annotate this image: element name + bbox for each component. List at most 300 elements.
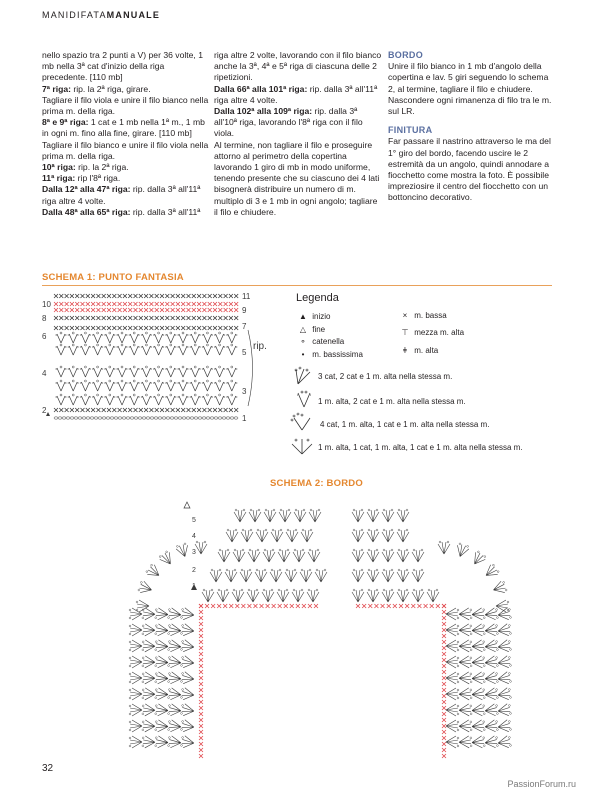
fan-stitch — [142, 640, 155, 652]
bassa-stitch — [197, 316, 201, 320]
bassa-stitch — [199, 706, 203, 710]
bassa-stitch — [442, 634, 446, 638]
bassa-stitch — [436, 604, 440, 608]
chain-stitch — [231, 366, 233, 368]
bassa-stitch — [199, 736, 203, 740]
fan-stitch — [446, 720, 459, 732]
bassa-stitch — [107, 294, 111, 298]
bassa-stitch — [224, 294, 228, 298]
bassa-stitch — [442, 646, 446, 650]
chain-stitch — [138, 417, 142, 419]
fan-stitch — [472, 640, 486, 653]
bassa-stitch — [96, 316, 100, 320]
chain-stitch — [62, 417, 66, 419]
fan-stitch — [470, 550, 487, 567]
bassa-stitch — [155, 294, 159, 298]
bassa-stitch — [70, 294, 74, 298]
fan-stitch — [167, 720, 181, 733]
bassa-stitch — [70, 326, 74, 330]
fan-stitch — [438, 541, 450, 554]
chain-stitch — [142, 417, 146, 419]
bassa-stitch — [362, 604, 366, 608]
bassa-stitch — [112, 326, 116, 330]
bassa-stitch — [229, 302, 233, 306]
fan-stitch — [202, 396, 213, 405]
chain-stitch — [106, 417, 110, 419]
bassa-stitch — [368, 604, 372, 608]
bassa-stitch — [128, 326, 132, 330]
fan-stitch — [167, 656, 181, 669]
legend-label: m. alta — [414, 346, 439, 355]
fan-stitch — [214, 368, 225, 377]
fan-stitch — [497, 719, 511, 733]
fan-stitch — [180, 623, 194, 637]
watermark: PassionForum.ru — [507, 779, 576, 789]
catenella-icon: ⚬ — [299, 337, 307, 346]
fan-stitch — [155, 720, 169, 733]
fan-stitch — [68, 346, 79, 355]
bassa-stitch — [86, 302, 90, 306]
fan-stitch — [459, 704, 472, 716]
legend-label: m. bassa — [414, 311, 447, 320]
fan-stitch — [427, 589, 439, 602]
chain-stitch — [121, 366, 123, 368]
bassa-stitch — [442, 694, 446, 698]
bassa-stitch — [181, 326, 185, 330]
fan-stitch — [382, 569, 394, 582]
chain-stitch — [72, 332, 74, 334]
chain-stitch — [126, 417, 130, 419]
bassa-stitch — [81, 294, 85, 298]
bassa-stitch — [208, 408, 212, 412]
bassa-stitch — [139, 302, 143, 306]
bassa-stitch — [374, 604, 378, 608]
bassa-stitch — [165, 408, 169, 412]
bassa-stitch — [272, 604, 276, 608]
paragraph: Al termine, non tagliare il filo e proseguire attorno al perimetro della copertina lavorando 1 giro di mb in modo uniforme, tenendo presente che su ciascuno dei 4 lati bisognerà distribuire un numero di m. multiplo di 3 e 1 mb in ogni angolo; tagliare il filo e chiudere. — [214, 139, 380, 217]
bassa-stitch — [107, 408, 111, 412]
fan-stitch — [459, 608, 472, 620]
fan-stitch — [92, 368, 103, 377]
fan-stitch — [278, 549, 290, 562]
bassa-stitch — [59, 308, 63, 312]
bassa-stitch — [75, 294, 79, 298]
fan-stitch — [167, 704, 181, 717]
chain-stitch — [109, 380, 111, 382]
chain-stitch — [133, 394, 135, 396]
chain-stitch — [58, 417, 62, 419]
fan-stitch — [264, 509, 276, 522]
bassa-icon: × — [402, 311, 408, 320]
fan-stitch — [68, 334, 79, 343]
fan-stitch — [484, 688, 498, 701]
fan-stitch — [496, 600, 509, 612]
bassa-stitch — [123, 308, 127, 312]
chain-stitch — [102, 417, 106, 419]
chain-stitch — [121, 380, 123, 382]
bassa-stitch — [149, 408, 153, 412]
chain-stitch — [186, 417, 190, 419]
bassa-stitch — [123, 294, 127, 298]
bassa-stitch — [199, 640, 203, 644]
bassa-stitch — [381, 604, 385, 608]
fan-stitch — [180, 735, 194, 749]
bassa-stitch — [224, 408, 228, 412]
row-number: 5 — [242, 348, 247, 357]
chain-stitch — [158, 366, 160, 368]
bassa-stitch — [218, 326, 222, 330]
bassa-stitch — [442, 706, 446, 710]
fan-stitch — [226, 334, 237, 343]
bassa-stitch — [213, 326, 217, 330]
legend-item — [398, 311, 447, 320]
bassa-stitch — [199, 688, 203, 692]
fan-stitch — [226, 368, 237, 377]
paragraph: riga altre 2 volte, lavorando con il filo bianco anche la 3ª, 4ª e 5ª riga di ciascuna delle 2 ripetizioni. — [214, 50, 382, 83]
bassa-stitch — [86, 294, 90, 298]
bassa-stitch — [181, 294, 185, 298]
bassa-stitch — [197, 408, 201, 412]
chain-stitch — [198, 417, 202, 419]
bassa-stitch — [118, 408, 122, 412]
bassa-stitch — [134, 294, 138, 298]
bassa-stitch — [160, 294, 164, 298]
fan-stitch — [262, 589, 274, 602]
fan-stitch — [178, 334, 189, 343]
row-label: 11ª riga: — [42, 173, 76, 184]
fan-stitch — [165, 334, 176, 343]
bassa-stitch — [192, 408, 196, 412]
fan-stitch — [397, 569, 409, 582]
fan-stitch — [308, 549, 320, 562]
fan-stitch — [104, 368, 115, 377]
fan-stitch — [68, 382, 79, 391]
bassa-stitch — [224, 316, 228, 320]
bassa-stitch — [65, 316, 69, 320]
fan-stitch — [190, 382, 201, 391]
row-label: Dalla 48ª alla 65ª riga: — [42, 206, 131, 217]
bassa-stitch — [442, 616, 446, 620]
bassa-stitch — [86, 308, 90, 312]
fan-stitch — [180, 687, 194, 701]
bassa-stitch — [102, 326, 106, 330]
bassa-stitch — [181, 316, 185, 320]
bassa-stitch — [296, 604, 300, 608]
legend-label: fine — [312, 325, 326, 334]
bassa-stitch — [86, 326, 90, 330]
chain-stitch — [133, 380, 135, 382]
bassa-stitch — [54, 316, 58, 320]
combo-icon-4 — [288, 436, 316, 456]
bassa-stitch — [208, 302, 212, 306]
bassa-stitch — [81, 408, 85, 412]
fan-stitch — [142, 720, 155, 732]
text-column-3 — [388, 50, 553, 204]
fan-stitch — [248, 549, 260, 562]
fan-stitch — [214, 382, 225, 391]
paragraph: Unire il filo bianco in 1 mb d'angolo della copertina e lav. 5 giri seguendo lo schema 2, al termine, tagliare il filo e chiudere. Nascondere ogni rimanenza di filo tra le m. sul LR. — [388, 61, 552, 117]
chain-stitch — [97, 366, 99, 368]
fan-stitch — [117, 382, 128, 391]
bassa-stitch — [442, 700, 446, 704]
fan-stitch — [226, 382, 237, 391]
mezza-alta-icon: ⊤ — [401, 328, 409, 337]
section-title-bordo: BORDO — [388, 50, 423, 60]
bassa-stitch — [176, 308, 180, 312]
bassa-stitch — [197, 294, 201, 298]
bassa-stitch — [197, 326, 201, 330]
fan-stitch — [472, 608, 486, 621]
chain-stitch — [94, 417, 98, 419]
fine-icon — [184, 502, 190, 508]
bassa-stitch — [144, 308, 148, 312]
chain-stitch — [158, 380, 160, 382]
chain-stitch — [182, 380, 184, 382]
paragraph — [42, 117, 210, 139]
fan-stitch — [141, 382, 152, 391]
bassa-stitch — [155, 308, 159, 312]
row-label: Dalla 66ª alla 101ª riga: — [214, 83, 308, 94]
chain-stitch — [206, 380, 208, 382]
bassa-stitch — [128, 294, 132, 298]
fan-stitch — [129, 396, 140, 405]
fan-stitch — [472, 720, 486, 733]
chain-stitch — [170, 394, 172, 396]
legend-item — [398, 346, 438, 355]
fan-stitch — [190, 334, 201, 343]
chain-stitch — [182, 417, 186, 419]
bassa-stitch — [86, 316, 90, 320]
bassa-stitch — [65, 294, 69, 298]
bassa-stitch — [199, 712, 203, 716]
fan-stitch — [190, 346, 201, 355]
bassa-stitch — [187, 308, 191, 312]
fan-stitch — [56, 346, 67, 355]
fan-stitch — [56, 382, 67, 391]
fan-stitch — [155, 624, 169, 637]
fine-icon: △ — [299, 325, 307, 334]
bassa-stitch — [199, 754, 203, 758]
bassa-stitch — [112, 302, 116, 306]
bassa-stitch — [417, 604, 421, 608]
fan-stitch — [155, 640, 169, 653]
bassa-stitch — [208, 308, 212, 312]
bassa-stitch — [171, 316, 175, 320]
bassa-stitch — [192, 308, 196, 312]
chain-stitch — [86, 417, 90, 419]
fan-stitch — [92, 334, 103, 343]
bassa-stitch — [65, 308, 69, 312]
bassa-stitch — [118, 294, 122, 298]
fan-stitch — [367, 529, 379, 542]
fan-stitch — [459, 656, 472, 668]
row-number: 3 — [242, 387, 247, 396]
bassa-stitch — [123, 408, 127, 412]
fan-stitch — [226, 396, 237, 405]
fan-stitch — [484, 672, 498, 685]
chain-stitch — [54, 417, 58, 419]
bassa-stitch — [356, 604, 360, 608]
bassa-stitch — [442, 712, 446, 716]
combo-icon-1 — [294, 366, 316, 386]
bassa-stitch — [197, 308, 201, 312]
chain-stitch — [219, 366, 221, 368]
row-number: 6 — [42, 332, 47, 341]
bassa-stitch — [218, 408, 222, 412]
row-text: rip. dalla 3ª all'10ª riga, lavorando l'8ª riga con il filo viola. — [214, 106, 363, 139]
bassa-stitch — [107, 302, 111, 306]
chain-stitch — [114, 417, 118, 419]
chain-stitch — [109, 344, 111, 346]
fan-stitch — [129, 382, 140, 391]
fan-stitch — [247, 589, 259, 602]
fan-stitch — [446, 624, 459, 636]
fan-stitch — [472, 704, 486, 717]
fan-stitch — [92, 396, 103, 405]
row-number: 4 — [42, 369, 47, 378]
fan-stitch — [484, 720, 498, 733]
bassa-stitch — [54, 294, 58, 298]
repeat-bracket — [248, 330, 253, 406]
bassa-stitch — [102, 294, 106, 298]
bassa-stitch — [112, 316, 116, 320]
bassa-stitch — [442, 664, 446, 668]
fan-stitch — [80, 382, 91, 391]
chain-stitch — [84, 332, 86, 334]
fan-stitch — [129, 624, 142, 636]
fan-stitch — [352, 549, 364, 562]
fan-stitch — [397, 549, 409, 562]
bassa-stitch — [81, 326, 85, 330]
fan-stitch — [92, 346, 103, 355]
fan-stitch — [56, 396, 67, 405]
fan-stitch — [472, 672, 486, 685]
bassa-stitch — [202, 302, 206, 306]
fan-stitch — [412, 569, 424, 582]
bassa-stitch — [442, 718, 446, 722]
bassa-stitch — [229, 326, 233, 330]
bassa-stitch — [139, 408, 143, 412]
bassa-stitch — [176, 408, 180, 412]
fan-stitch — [56, 334, 67, 343]
chain-stitch — [97, 380, 99, 382]
bassa-stitch — [149, 308, 153, 312]
bassa-stitch — [442, 748, 446, 752]
bassa-stitch — [235, 604, 239, 608]
fan-stitch — [472, 624, 486, 637]
bassa-stitch — [65, 326, 69, 330]
bassa-stitch — [218, 308, 222, 312]
paragraph — [42, 84, 210, 95]
fan-stitch — [285, 569, 297, 582]
bassa-stitch — [134, 316, 138, 320]
chain-stitch — [134, 417, 138, 419]
bassa-stitch — [442, 742, 446, 746]
fan-stitch — [137, 580, 153, 595]
bassa-stitch — [139, 308, 143, 312]
chain-stitch — [158, 394, 160, 396]
bassa-stitch — [442, 736, 446, 740]
bassa-stitch — [202, 408, 206, 412]
fan-stitch — [141, 346, 152, 355]
row-number: 11 — [242, 292, 251, 301]
fan-stitch — [142, 736, 155, 748]
bassa-stitch — [59, 302, 63, 306]
bassa-stitch — [187, 294, 191, 298]
section-title-finitura: FINITURA — [388, 125, 433, 136]
bassa-stitch — [199, 658, 203, 662]
chain-stitch — [206, 417, 210, 419]
bassa-stitch — [81, 302, 85, 306]
fan-stitch — [167, 640, 181, 653]
chain-stitch — [158, 332, 160, 334]
divider — [42, 285, 552, 286]
row-text: rip. la 2ª riga, girare. — [70, 83, 151, 94]
row-text: rip. dalla 3ª all'11ª — [130, 206, 201, 217]
inizio-icon: ▲ — [299, 312, 307, 321]
bassa-stitch — [171, 308, 175, 312]
fan-stitch — [454, 542, 469, 558]
row-label: 7ª riga: — [42, 83, 71, 94]
fan-stitch — [214, 334, 225, 343]
fan-stitch — [309, 509, 321, 522]
round-number: 5 — [192, 517, 196, 524]
chain-stitch — [98, 417, 102, 419]
bassa-stitch — [199, 718, 203, 722]
fan-stitch — [155, 656, 169, 669]
bassa-stitch — [199, 670, 203, 674]
bassa-stitch — [59, 294, 63, 298]
fan-stitch — [153, 346, 164, 355]
legend-title: Legenda — [296, 292, 339, 304]
bassa-stitch — [199, 730, 203, 734]
bassa-stitch — [160, 308, 164, 312]
bassa-stitch — [213, 302, 217, 306]
bassa-stitch — [107, 316, 111, 320]
fan-stitch — [241, 529, 253, 542]
bassa-stitch — [187, 408, 191, 412]
chain-stitch — [170, 344, 172, 346]
fan-stitch — [240, 569, 252, 582]
fan-stitch — [249, 509, 261, 522]
inizio-icon — [46, 412, 50, 416]
bassa-stitch — [205, 604, 209, 608]
bassa-stitch — [91, 302, 95, 306]
fan-stitch — [263, 549, 275, 562]
chain-stitch — [170, 332, 172, 334]
bassa-stitch — [442, 724, 446, 728]
fan-stitch — [142, 688, 155, 700]
alta-icon: ǂ — [402, 346, 408, 355]
round-number: 3 — [192, 549, 196, 556]
bassa-stitch — [171, 294, 175, 298]
fan-stitch — [484, 608, 498, 621]
fan-stitch — [129, 704, 142, 716]
bassa-stitch — [224, 302, 228, 306]
fan-stitch — [104, 396, 115, 405]
chain-stitch — [145, 394, 147, 396]
fan-stitch — [117, 368, 128, 377]
chain-stitch — [206, 366, 208, 368]
brand-bold: MANUALE — [106, 10, 161, 20]
fan-stitch — [129, 334, 140, 343]
bassa-stitch — [75, 316, 79, 320]
chain-stitch — [97, 344, 99, 346]
fan-stitch — [484, 704, 498, 717]
fan-stitch — [484, 624, 498, 637]
bassa-stitch — [213, 316, 217, 320]
bassa-stitch — [314, 604, 318, 608]
